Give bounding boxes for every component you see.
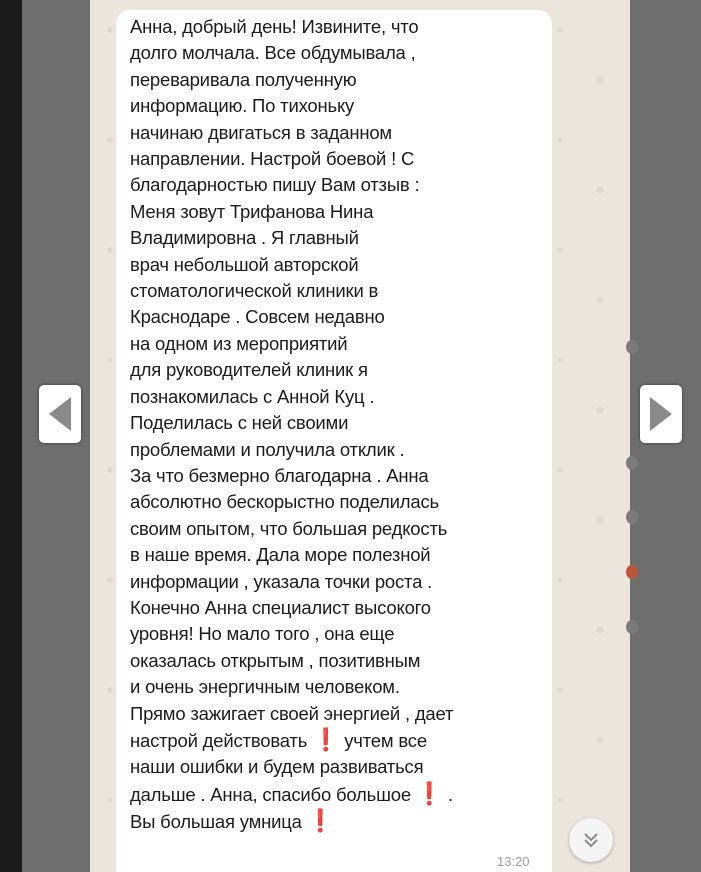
side-indicator-dot bbox=[626, 340, 638, 354]
side-indicator-dot bbox=[626, 510, 638, 524]
exclamation-emoji-icon: ❗ bbox=[312, 726, 340, 752]
exclamation-emoji-icon: ❗ bbox=[306, 808, 334, 834]
side-indicator-dot bbox=[626, 565, 638, 579]
message-timestamp: 13:20 bbox=[497, 854, 530, 869]
prev-arrow-icon bbox=[49, 397, 71, 431]
double-chevron-down-icon bbox=[581, 830, 601, 850]
side-indicator-dot bbox=[626, 620, 638, 634]
next-arrow-icon bbox=[650, 397, 672, 431]
scroll-to-bottom-button[interactable] bbox=[569, 818, 613, 862]
message-text-part-1: Анна, добрый день! Извините, что долго молчала. Все обдумывала , переваривала полученную информацию. По тихоньку начинаю двигаться в заданном направлении. Настрой боевой ! С благодарностью пишу Вам отзыв : Меня зовут Трифанова Нина Владимировна . Я главный врач небольшой авторской стоматологической клиники в Краснодаре . Совсем недавно на одном из мероприятий для руководителей клиник я познакомилась с Анной Куц . Поделилась с ней своими проблемами и получила отклик . За что безмерно благодарна . Анна абсолютно бескорыстно поделилась своим опытом, что большая редкость в наше время. Дала море полезной информации , указала точки роста . Конечно Анна специалист высокого уровня! Но мало того , она еще оказалась открытым , позитивным и очень энергичным человеком. Прямо зажигает своей энергией , дает настрой действовать bbox=[130, 16, 454, 751]
exclamation-emoji-icon: ❗ bbox=[415, 780, 444, 806]
left-edge-panel bbox=[0, 0, 22, 872]
side-indicator-dot bbox=[626, 456, 638, 470]
message-text bbox=[130, 14, 545, 836]
message-text-part-2: учтем все наши ошибки и будем развиваться дальше . Анна, спасибо большое bbox=[130, 729, 427, 805]
next-button[interactable] bbox=[640, 385, 682, 443]
previous-button[interactable] bbox=[39, 385, 81, 443]
message-text-part-3: . Вы большая умница bbox=[130, 783, 453, 833]
